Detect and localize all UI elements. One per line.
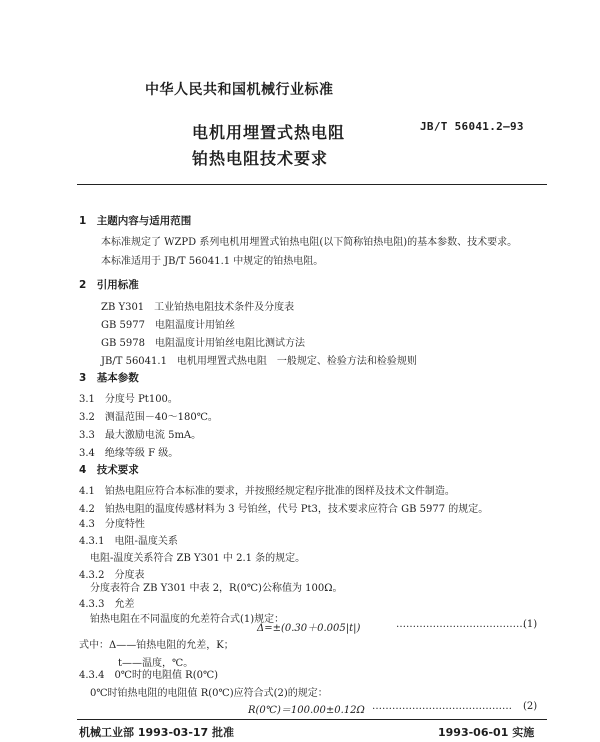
parameter-item: 3.3 最大激励电流 5mA。 (79, 430, 202, 441)
requirement-subitem: 4.3.1 电阻-温度关系 (79, 536, 178, 547)
requirement-body: 0℃时铂热电阻的电阻值 R(0℃)应符合式(2)的规定： (90, 688, 328, 699)
section-1-paragraph: 本标准适用于 JB/T 56041.1 中规定的铂热电阻。 (101, 256, 324, 267)
parameter-item: 3.2 测温范围－40～180℃。 (79, 412, 218, 423)
section-4-heading: 4 技术要求 (79, 464, 139, 476)
requirement-item: 4.1 铂热电阻应符合本标准的要求，并按照经规定程序批准的图样及技术文件制造。 (79, 486, 455, 497)
implementation-info: 1993-06-01 实施 (438, 726, 535, 739)
standard-number: JB/T 56041.2—93 (420, 120, 524, 133)
formula-legend: t——温度，℃。 (118, 658, 194, 669)
section-1-heading: 1 主题内容与适用范围 (79, 215, 192, 227)
section-3-heading: 3 基本参数 (79, 372, 139, 384)
reference-item: JB/T 56041.1 电机用埋置式热电阻 一般规定、检验方法和检验规则 (101, 356, 417, 367)
formula-1-number: (1) (523, 619, 538, 630)
formula-2-number: (2) (523, 701, 538, 712)
requirement-subitem: 4.3.4 0℃时的电阻值 R(0℃) (79, 670, 219, 681)
approval-info: 机械工业部 1993-03-17 批准 (79, 726, 235, 739)
requirement-item: 4.2 铂热电阻的温度传感材料为 3 号铂丝，代号 Pt3，技术要求应符合 GB 5977 的规定。 (79, 504, 489, 515)
document-title-line1: 电机用埋置式热电阻 (192, 123, 346, 142)
section-2-heading: 2 引用标准 (79, 279, 139, 291)
parameter-item: 3.1 分度号 Pt100。 (79, 394, 178, 405)
section-1-paragraph: 本标准规定了 WZPD 系列电机用埋置式铂热电阻(以下简称铂热电阻)的基本参数、技术要求。 (101, 237, 518, 248)
parameter-item: 3.4 绝缘等级 F 级。 (79, 448, 179, 459)
reference-item: GB 5978 电阻温度计用铂丝电阻比测试方法 (101, 338, 305, 349)
formula-legend: 式中：Δ——铂热电阻的允差，K； (79, 640, 234, 651)
reference-item: ZB Y301 工业铂热电阻技术条件及分度表 (101, 302, 295, 313)
requirement-subitem: 4.3.3 允差 (79, 599, 135, 610)
document-title-line2: 铂热电阻技术要求 (192, 149, 329, 168)
requirement-subitem: 4.3.2 分度表 (79, 570, 145, 581)
formula-1: Δ=±(0.30＋0.005|t|) (257, 623, 361, 634)
leader-dots: …………………………………… (372, 701, 512, 712)
requirement-item: 4.3 分度特性 (79, 519, 145, 530)
header-divider (77, 184, 547, 185)
requirement-body: 分度表符合 ZB Y301 中表 2，R(0℃)公称值为 100Ω。 (90, 583, 343, 594)
standard-category: 中华人民共和国机械行业标准 (145, 82, 334, 98)
requirement-body: 铂热电阻在不同温度的允差符合式(1)规定： (90, 614, 285, 625)
formula-2: R(0℃)＝100.00±0.12Ω (248, 705, 365, 716)
requirement-body: 电阻-温度关系符合 ZB Y301 中 2.1 条的规定。 (90, 553, 306, 564)
reference-item: GB 5977 电阻温度计用铂丝 (101, 320, 235, 331)
footer-divider (77, 719, 547, 720)
leader-dots: ………………………………… (396, 619, 526, 630)
